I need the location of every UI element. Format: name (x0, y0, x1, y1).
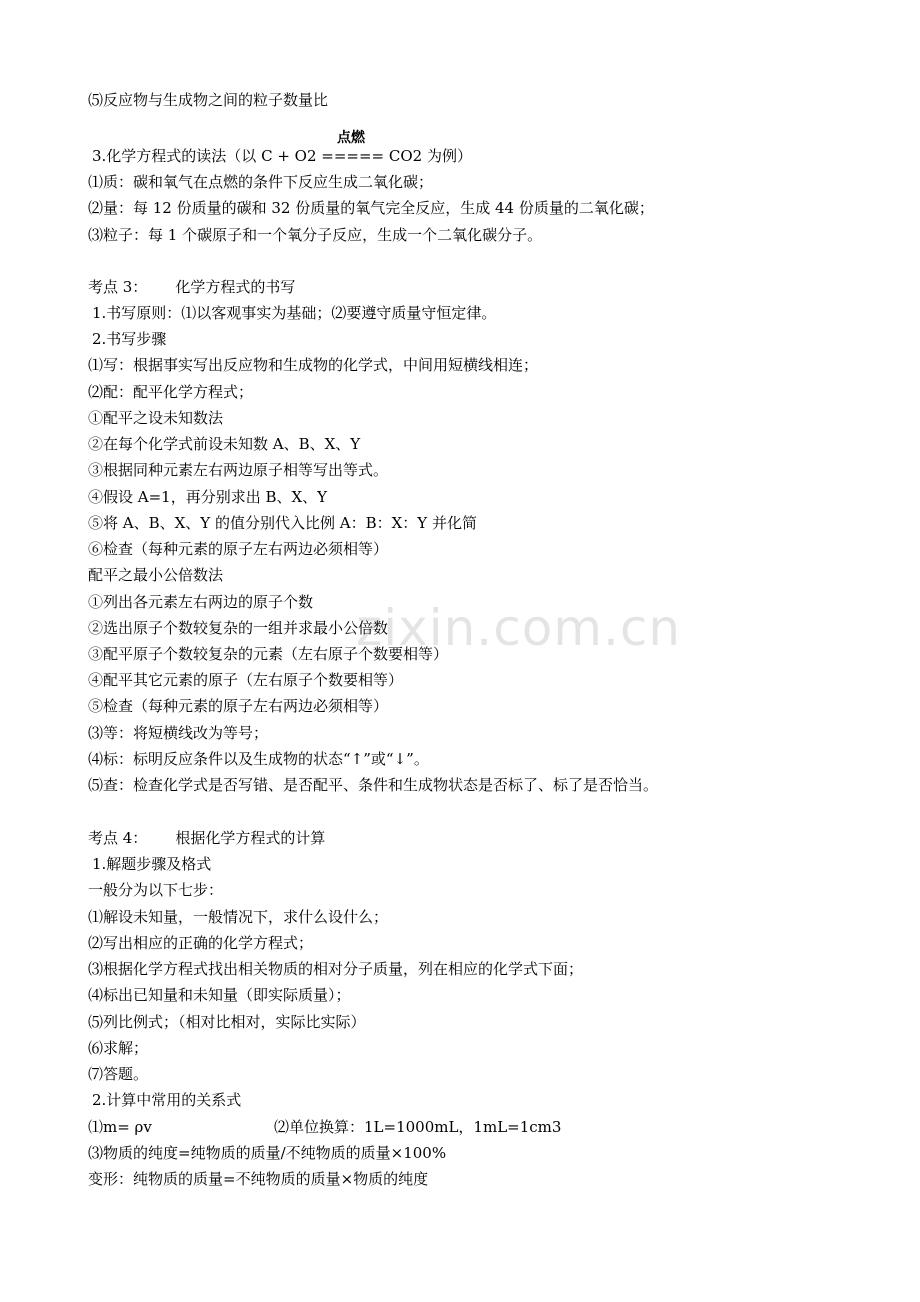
kaodian3-line: 1.书写原则：⑴以客观事实为基础；⑵要遵守质量守恒定律。 (92, 304, 497, 322)
kaodian3-heading (88, 278, 295, 296)
reading-item-particle: ⑶粒子：每 1 个碳原子和一个氧分子反应，生成一个二氧化碳分子。 (88, 226, 543, 244)
kaodian4-label: 考点 4： (88, 829, 148, 847)
kaodian4-line: ⑶根据化学方程式找出相关物质的相对分子质量，列在相应的化学式下面； (88, 960, 584, 978)
kaodian3-line: ③根据同种元素左右两边原子相等写出等式。 (88, 461, 389, 479)
kaodian3-title: 化学方程式的书写 (175, 278, 296, 296)
kaodian3-line: ⑤检查（每种元素的原子左右两边必须相等） (88, 697, 389, 715)
kaodian3-line: ②在每个化学式前设未知数 A、B、X、Y (88, 435, 361, 453)
kaodian3-line: ③配平原子个数较复杂的元素（左右原子个数要相等） (88, 645, 449, 663)
kaodian3-line: ⑵配：配平化学方程式； (88, 383, 254, 401)
formula-variant: 变形：纯物质的质量=不纯物质的质量×物质的纯度 (88, 1170, 429, 1188)
kaodian4-heading (88, 829, 325, 847)
kaodian3-line: 配平之最小公倍数法 (88, 566, 224, 584)
reading-heading: 3.化学方程式的读法（以 C + O2 ===== CO2 为例） (92, 147, 472, 165)
formula-m: ⑴m= ρv (88, 1118, 152, 1136)
formula-purity: ⑶物质的纯度=纯物质的质量/不纯物质的质量×100% (88, 1144, 447, 1162)
kaodian4-line: 一般分为以下七步： (88, 881, 224, 899)
reading-intro-item: ⑸反应物与生成物之间的粒子数量比 (88, 91, 329, 109)
kaodian4-line: ⑸列比例式；（相对比相对，实际比实际） (88, 1013, 366, 1031)
kaodian4-line: 2.计算中常用的关系式 (92, 1091, 242, 1109)
kaodian4-line: 1.解题步骤及格式 (92, 855, 212, 873)
kaodian3-line: ①配平之设未知数法 (88, 409, 224, 427)
kaodian3-line: ⑸查：检查化学式是否写错、是否配平、条件和生成物状态是否标了、标了是否恰当。 (88, 776, 659, 794)
kaodian3-line: 2.书写步骤 (92, 330, 167, 348)
kaodian4-line: ⑵写出相应的正确的化学方程式； (88, 934, 314, 952)
kaodian3-line: ④配平其它元素的原子（左右原子个数要相等） (88, 671, 404, 689)
kaodian3-line: ⑤将 A、B、X、Y 的值分别代入比例 A：B：X：Y 并化简 (88, 514, 477, 532)
reading-item-quantity: ⑵量：每 12 份质量的碳和 32 份质量的氧气完全反应，生成 44 份质量的二氧化碳； (88, 199, 654, 217)
kaodian4-line: ⑷标出已知量和未知量（即实际质量）； (88, 986, 351, 1004)
reaction-condition-label: 点燃 (337, 130, 365, 146)
kaodian4-title: 根据化学方程式的计算 (175, 829, 326, 847)
formula-unit-conversion: ⑵单位换算：1L=1000mL，1mL=1cm3 (274, 1118, 562, 1136)
kaodian3-label: 考点 3： (88, 278, 148, 296)
kaodian3-line: ①列出各元素左右两边的原子个数 (88, 593, 314, 611)
kaodian3-line: ②选出原子个数较复杂的一组并求最小公倍数 (88, 619, 389, 637)
watermark: zixin.com.cn (356, 599, 682, 657)
kaodian4-line: ⑺答题。 (88, 1065, 149, 1083)
reading-item-quality: ⑴质：碳和氧气在点燃的条件下反应生成二氧化碳； (88, 173, 434, 191)
kaodian4-line: ⑹求解； (88, 1039, 149, 1057)
kaodian3-line: ④假设 A=1，再分别求出 B、X、Y (88, 488, 328, 506)
kaodian3-line: ⑴写：根据事实写出反应物和生成物的化学式，中间用短横线相连； (88, 356, 539, 374)
kaodian3-line: ⑶等：将短横线改为等号； (88, 724, 269, 742)
kaodian4-line: ⑴解设未知量，一般情况下，求什么设什么； (88, 908, 389, 926)
kaodian3-line: ⑥检查（每种元素的原子左右两边必须相等） (88, 540, 389, 558)
kaodian3-line: ⑷标：标明反应条件以及生成物的状态“↑”或“↓”。 (88, 750, 429, 768)
